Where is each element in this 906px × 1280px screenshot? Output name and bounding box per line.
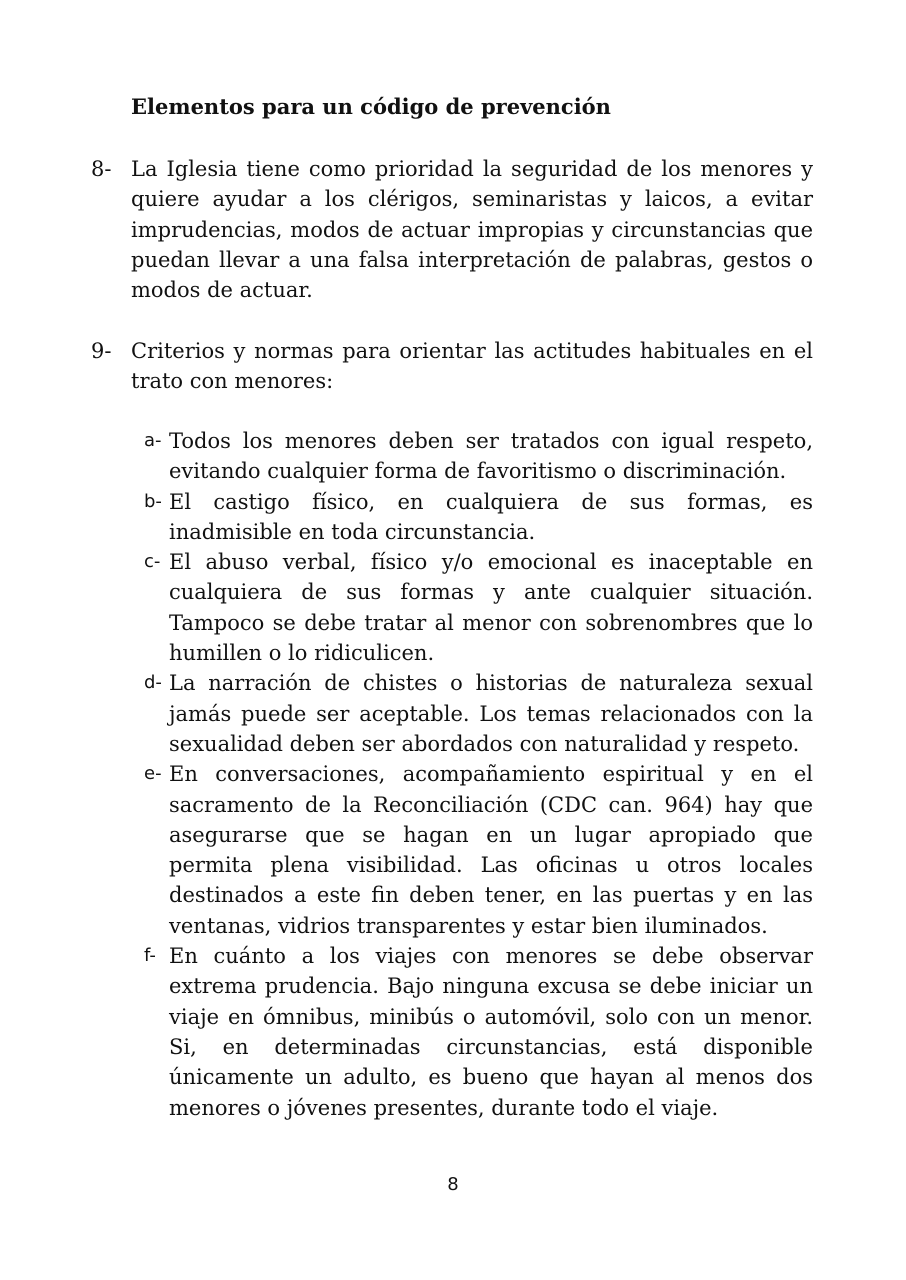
sub-item-text: En cuánto a los viajes con menores se debe observar extrema prudencia. Bajo ninguna excusa se debe iniciar un viaje en ómnibus, minibús o automóvil, solo con un menor. Si, en determinadas circunstancias, está disponible únicamente un adulto, es bueno que hayan al menos dos menores o jóvenes presentes, durante todo el viaje. [169, 944, 813, 1120]
sub-item-text: El abuso verbal, físico y/o emocional es inaceptable en cualquiera de sus formas y ante cualquier situación. Tampoco se debe tratar al menor con sobrenombres que lo humillen o lo ridiculicen. [169, 550, 813, 666]
sub-item-d [144, 668, 813, 759]
sub-item-letter: d- [144, 672, 162, 694]
sub-item-text: El castigo físico, en cualquiera de sus formas, es inadmisible en toda circunstancia. [169, 489, 813, 544]
sub-item-text: La narración de chistes o historias de naturaleza sexual jamás puede ser aceptable. Los temas relacionados con la sexualidad deben ser abordados con naturalidad y respeto. [169, 671, 813, 756]
sub-item-letter: e- [144, 763, 162, 785]
item-number: 8- [91, 157, 112, 181]
sub-item-letter: a- [144, 430, 162, 451]
sub-item-letter: f- [144, 945, 156, 967]
sub-item-letter: b- [144, 490, 162, 512]
page-number: 8 [447, 1174, 459, 1195]
numbered-item-8 [91, 154, 813, 305]
sub-item-e [144, 759, 813, 941]
section-heading: Elementos para un código de prevención [131, 94, 611, 119]
sub-item-list [144, 426, 813, 1123]
sub-item-a [144, 426, 813, 487]
sub-item-c [144, 547, 813, 668]
sub-item-text: En conversaciones, acompañamiento espiritual y en el sacramento de la Reconciliación (CDC can. 964) hay que asegurarse que se hagan en un lugar apropiado que permita plena visibilidad. Las oficinas u otros locales destinados a este fin deben tener, en las puertas y en las ventanas, vidrios transparentes y estar bien iluminados. [169, 762, 813, 938]
numbered-item-9 [91, 336, 813, 397]
sub-item-text: Todos los menores deben ser tratados con igual respeto, evitando cualquier forma de favoritismo o discriminación. [169, 429, 813, 484]
item-text: Criterios y normas para orientar las actitudes habituales en el trato con menores: [131, 339, 813, 394]
sub-item-f [144, 941, 813, 1123]
sub-item-b [144, 487, 813, 548]
sub-item-letter: c- [144, 551, 161, 573]
item-number: 9- [91, 339, 112, 363]
item-text: La Iglesia tiene como prioridad la seguridad de los menores y quiere ayudar a los clérigos, seminaristas y laicos, a evitar imprudencias, modos de actuar impropias y circunstancias que puedan llevar a una falsa interpretación de palabras, gestos o modos de actuar. [131, 157, 813, 303]
